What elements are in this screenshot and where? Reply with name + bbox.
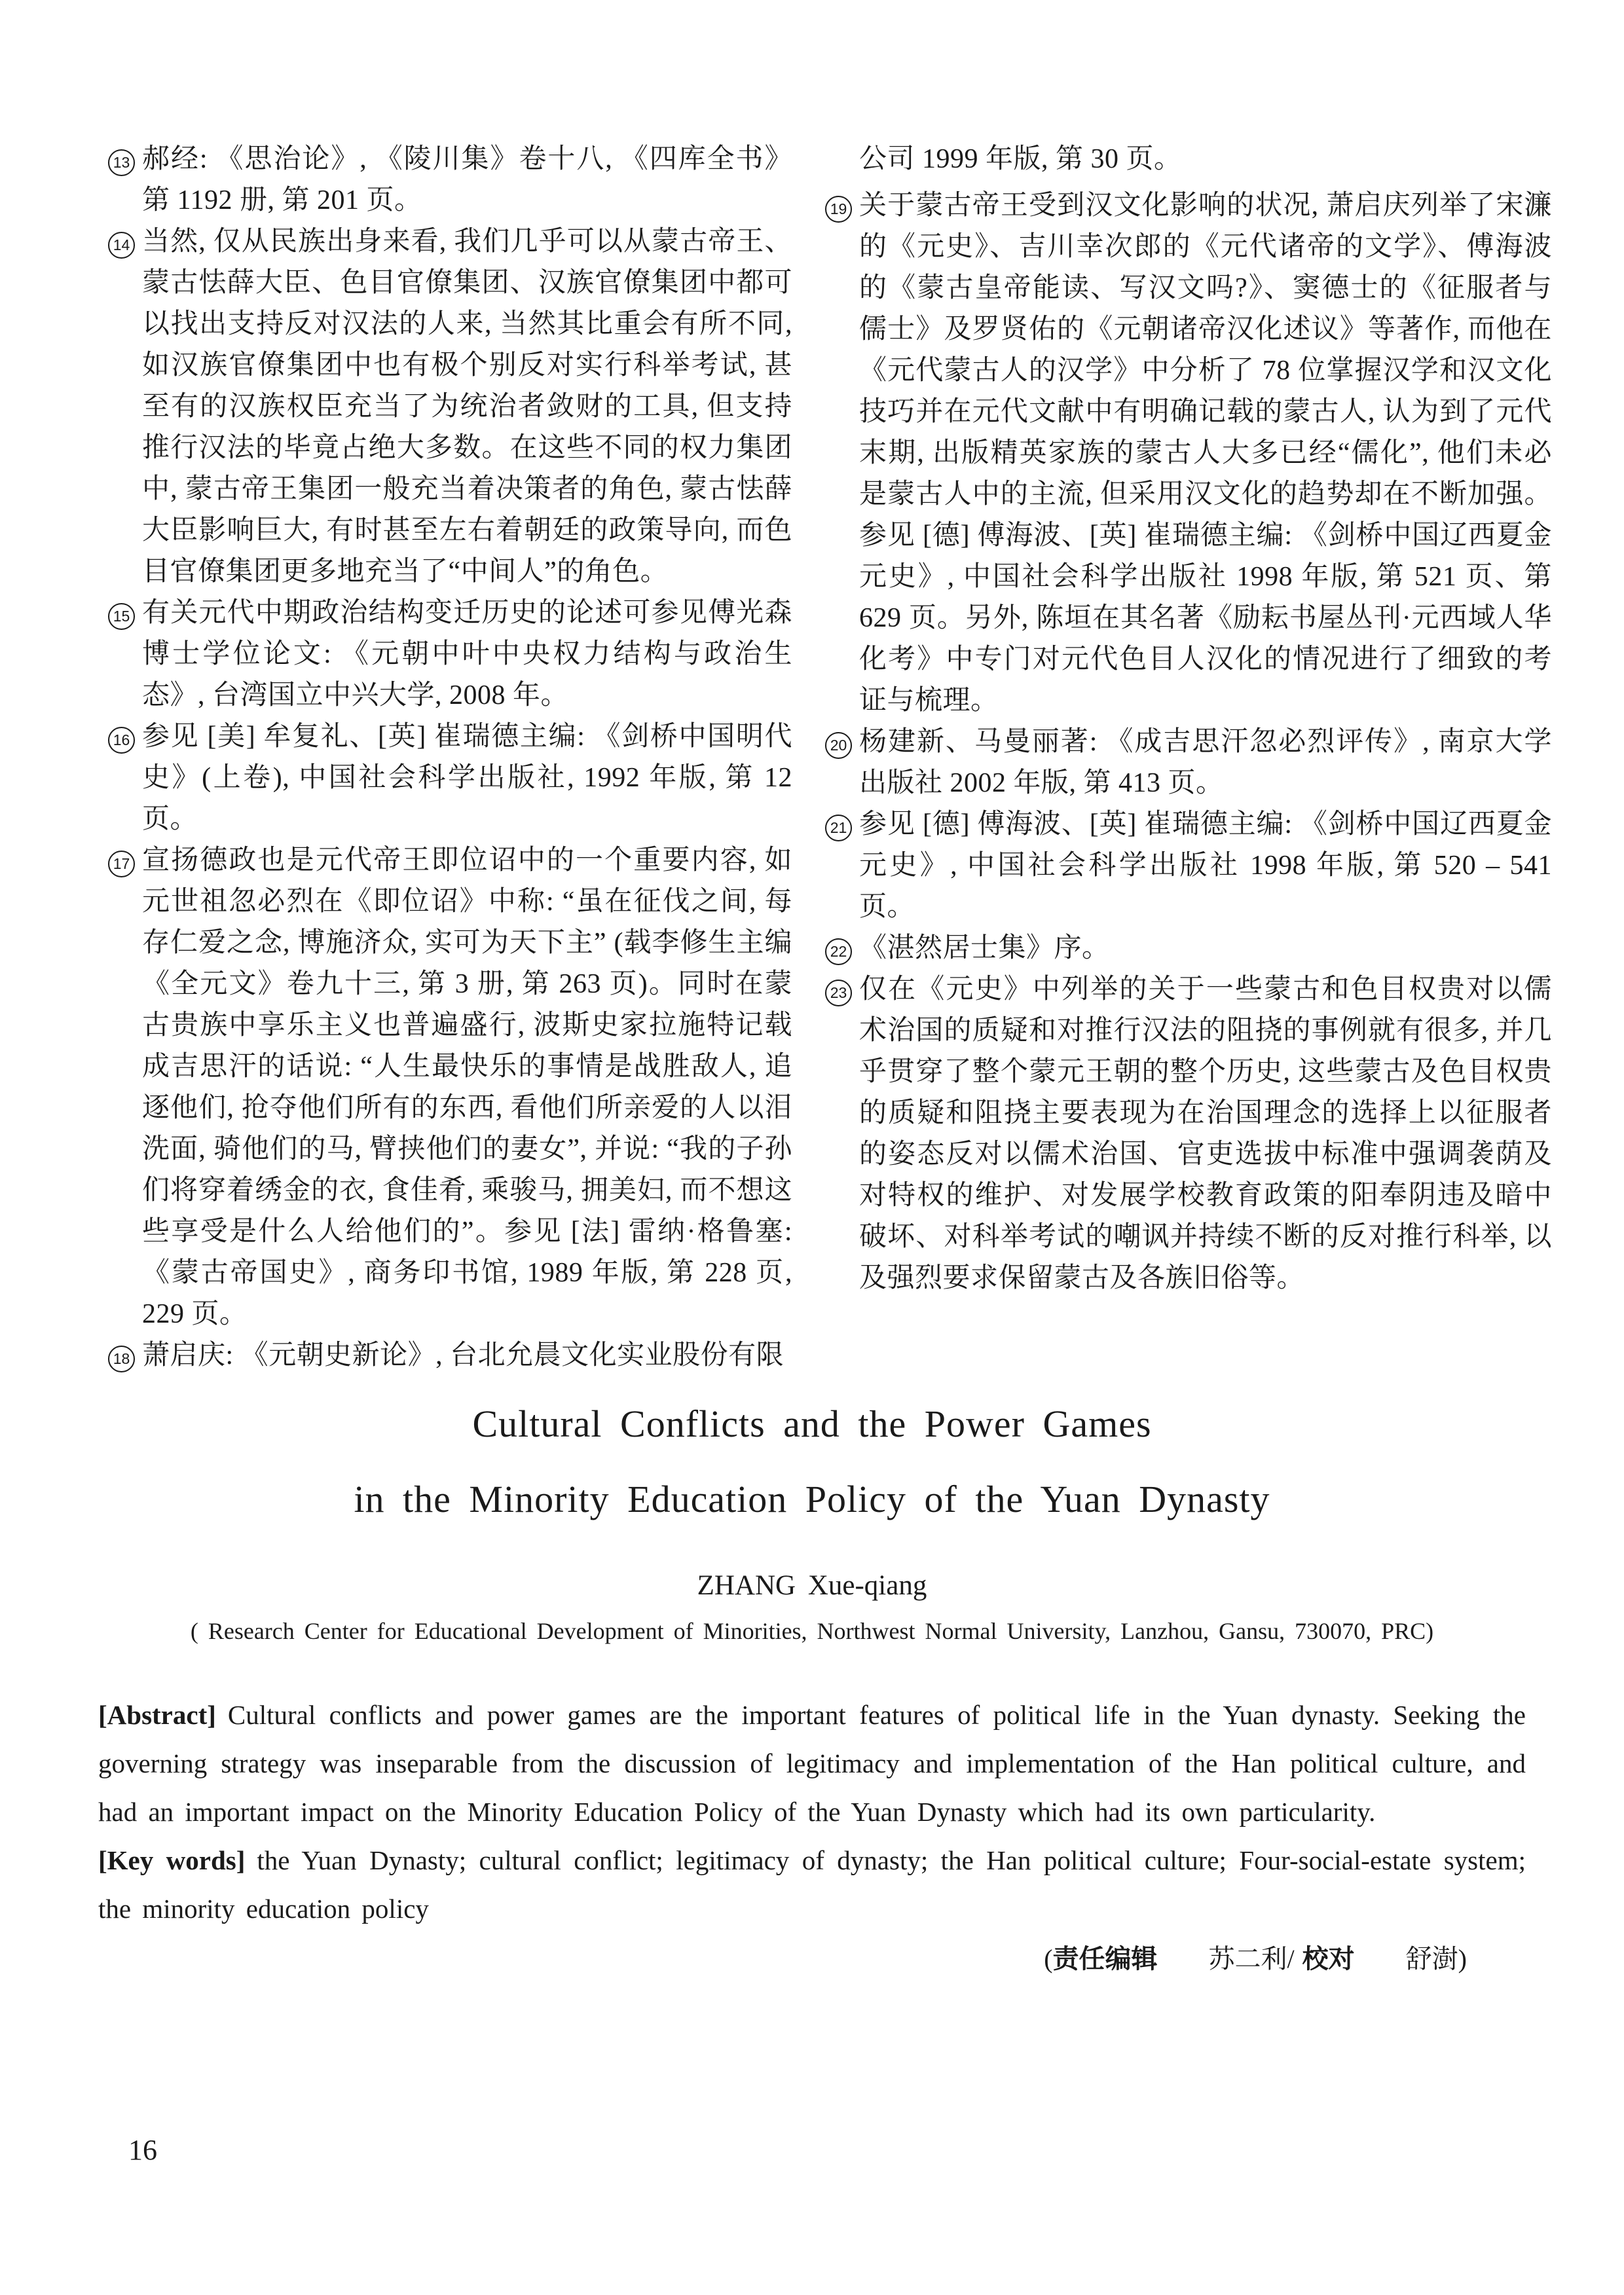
footnotes-right-column bbox=[825, 139, 1552, 1376]
footnote-item bbox=[825, 928, 1552, 969]
circled-number: 19 bbox=[825, 196, 852, 223]
article-english-section bbox=[98, 1401, 1526, 1975]
article-title-line2: in the Minority Education Policy of the Yuan Dynasty bbox=[354, 1478, 1270, 1520]
footnote-number bbox=[108, 716, 142, 758]
footnote-item bbox=[825, 804, 1552, 928]
footnote-text: 参见 [美] 牟复礼、[英] 崔瑞德主编: 《剑桥中国明代史》(上卷), 中国社会科学出版社, 1992 年版, 第 12 页。 bbox=[142, 722, 792, 834]
footnote-text: 公司 1999 年版, 第 30 页。 bbox=[859, 144, 1182, 174]
footnote-text: 《湛然居士集》序。 bbox=[859, 933, 1110, 963]
circled-number: 18 bbox=[108, 1346, 135, 1372]
circled-number: 20 bbox=[825, 732, 852, 759]
footnote-number bbox=[108, 221, 142, 263]
footnote-text: 杨建新、马曼丽著: 《成吉思汗忽必烈评传》, 南京大学出版社 2002 年版, 第 413 页。 bbox=[859, 727, 1552, 798]
footnote-text: 萧启庆: 《元朝史新论》, 台北允晨文化实业股份有限 bbox=[142, 1340, 784, 1370]
footnote-text: 宣扬德政也是元代帝王即位诏中的一个重要内容, 如元世祖忽必烈在《即位诏》中称: “虽在征伐之间, 每存仁爱之念, 博施济众, 实可为天下主” (载李修生主编《全元文》卷九十三, 第 3 册, 第 263 页)。同时在蒙古贵族中享乐主义也普遍盛行, 波斯史家拉施特记载成吉思汗的话说: “人生最快乐的事情是战胜敌人, 追逐他们, 抢夺他们所有的东西, 看他们所亲爱的人以泪洗面, 骑他们的马, 臂挟他们的妻女”, 并说: “我的子孙们将穿着绣金的衣, 食佳肴, 乘骏马, 拥美妇, 而不想这些享受是什么人给他们的”。参见 [法] 雷纳·格鲁塞: 《蒙古帝国史》, 商务印书馆, 1989 年版, 第 228 页, 229 页。 bbox=[142, 845, 792, 1329]
footnote-number bbox=[108, 840, 142, 881]
footnote-number bbox=[825, 722, 859, 763]
footnote-number bbox=[825, 185, 859, 227]
circled-number: 17 bbox=[108, 851, 135, 877]
footnote-text: 关于蒙古帝王受到汉文化影响的状况, 萧启庆列举了宋濂的《元史》、吉川幸次郎的《元代诸帝的文学》、傅海波的《蒙古皇帝能读、写汉文吗?》、窦德士的《征服者与儒士》及罗贤佑的《元朝诸帝汉化述议》等著作, 而他在《元代蒙古人的汉学》中分析了 78 位掌握汉学和汉文化技巧并在元代文献中有明确记载的蒙古人, 认为到了元代末期, 出版精英家族的蒙古人大多已经“儒化”, 他们未必是蒙古人中的主流, 但采用汉文化的趋势却在不断加强。参见 [德] 傅海波、[英] 崔瑞德主编: 《剑桥中国辽西夏金元史》, 中国社会科学出版社 1998 年版, 第 521 页、第 629 页。另外, 陈垣在其名著《励耘书屋丛刊·元西域人华化考》中专门对元代色目人汉化的情况进行了细致的考证与梳理。 bbox=[859, 191, 1552, 716]
footnotes-section bbox=[108, 139, 1552, 1376]
footnote-number bbox=[825, 139, 859, 185]
responsible-editor-name: 苏二利/ bbox=[1208, 1944, 1295, 1974]
circled-number: 13 bbox=[108, 149, 135, 176]
footnote-text: 参见 [德] 傅海波、[英] 崔瑞德主编: 《剑桥中国辽西夏金元史》, 中国社会科学出版社 1998 年版, 第 520 – 541 页。 bbox=[859, 809, 1552, 922]
footnote-item bbox=[825, 722, 1552, 804]
article-title-line1: Cultural Conflicts and the Power Games bbox=[472, 1403, 1152, 1445]
page-number: 16 bbox=[128, 2134, 157, 2166]
footnote-number bbox=[825, 928, 859, 969]
footnote-item bbox=[825, 139, 1552, 185]
abstract-label: [Abstract] bbox=[98, 1700, 216, 1730]
footnote-number bbox=[108, 1335, 142, 1376]
footnote-item bbox=[108, 716, 792, 840]
footnote-text: 仅在《元史》中列举的关于一些蒙古和色目权贵对以儒术治国的质疑和对推行汉法的阻挠的事例就有很多, 并几乎贯穿了整个蒙元王朝的整个历史, 这些蒙古及色目权贵的质疑和阻挠主要表现为在治国理念的选择上以征服者的姿态反对以儒术治国、官吏选拔中标准中强调袭荫及对特权的维护、对发展学校教育政策的阳奉阴违及暗中破坏、对科举考试的嘲讽并持续不断的反对推行科举, 以及强烈要求保留蒙古及各族旧俗等。 bbox=[859, 974, 1552, 1293]
footnote-item bbox=[108, 139, 792, 221]
footnote-item bbox=[108, 221, 792, 593]
footnote-item bbox=[108, 593, 792, 716]
footnote-number bbox=[108, 593, 142, 634]
article-affiliation: ( Research Center for Educational Development of Minorities, Northwest Normal University, Lanzhou, Gansu, 730070, PRC) bbox=[190, 1618, 1434, 1644]
footnote-text: 郝经: 《思治论》, 《陵川集》卷十八, 《四库全书》第 1192 册, 第 201 页。 bbox=[142, 144, 792, 215]
footnote-item bbox=[108, 1335, 792, 1376]
circled-number: 14 bbox=[108, 232, 135, 259]
article-author: ZHANG Xue-qiang bbox=[697, 1570, 927, 1601]
footnotes-left-column bbox=[108, 139, 792, 1376]
circled-number: 15 bbox=[108, 603, 135, 630]
keywords-text: the Yuan Dynasty; cultural conflict; legitimacy of dynasty; the Han political culture; Four-social-estate system; the minority education policy bbox=[98, 1845, 1526, 1924]
abstract-paragraph bbox=[98, 1691, 1526, 1836]
editor-prefix: ( bbox=[1044, 1944, 1053, 1974]
proofreader-name: 舒澍 bbox=[1405, 1944, 1458, 1974]
footnote-item bbox=[825, 969, 1552, 1299]
footnote-item bbox=[825, 185, 1552, 722]
circled-number: 16 bbox=[108, 727, 135, 754]
footnote-text: 有关元代中期政治结构变迁历史的论述可参见傅光森博士学位论文: 《元朝中叶中央权力结构与政治生态》, 台湾国立中兴大学, 2008 年。 bbox=[142, 598, 792, 710]
footnote-item bbox=[108, 840, 792, 1335]
footnote-number bbox=[825, 969, 859, 1010]
editor-line bbox=[98, 1938, 1526, 1975]
proofreader-label: 校对 bbox=[1302, 1945, 1355, 1974]
abstract-text: Cultural conflicts and power games are the important features of political life in the Yuan dynasty. Seeking the governing strategy was inseparable from the discussion of legitimacy and implementation of the Han political culture, and had an important impact on the Minority Education Policy of the Yuan Dynasty which had its own particularity. bbox=[98, 1700, 1526, 1827]
footnote-number bbox=[108, 139, 142, 180]
circled-number: 21 bbox=[825, 815, 852, 841]
circled-number: 22 bbox=[825, 938, 852, 965]
responsible-editor-label: 责任编辑 bbox=[1052, 1945, 1158, 1974]
footnote-number bbox=[825, 804, 859, 845]
editor-suffix: ) bbox=[1458, 1944, 1467, 1974]
footnote-text: 当然, 仅从民族出身来看, 我们几乎可以从蒙古帝王、蒙古怯薛大臣、色目官僚集团、汉族官僚集团中都可以找出支持反对汉法的人来, 当然其比重会有所不同, 如汉族官僚集团中也有极个别反对实行科举考试, 甚至有的汉族权臣充当了为统治者敛财的工具, 但支持推行汉法的毕竟占绝大多数。在这些不同的权力集团中, 蒙古帝王集团一般充当着决策者的角色, 蒙古怯薛大臣影响巨大, 有时甚至左右着朝廷的政策导向, 而色目官僚集团更多地充当了“中间人”的角色。 bbox=[142, 227, 792, 587]
keywords-label: [Key words] bbox=[98, 1845, 246, 1875]
circled-number: 23 bbox=[825, 980, 852, 1006]
keywords-paragraph bbox=[98, 1836, 1526, 1933]
